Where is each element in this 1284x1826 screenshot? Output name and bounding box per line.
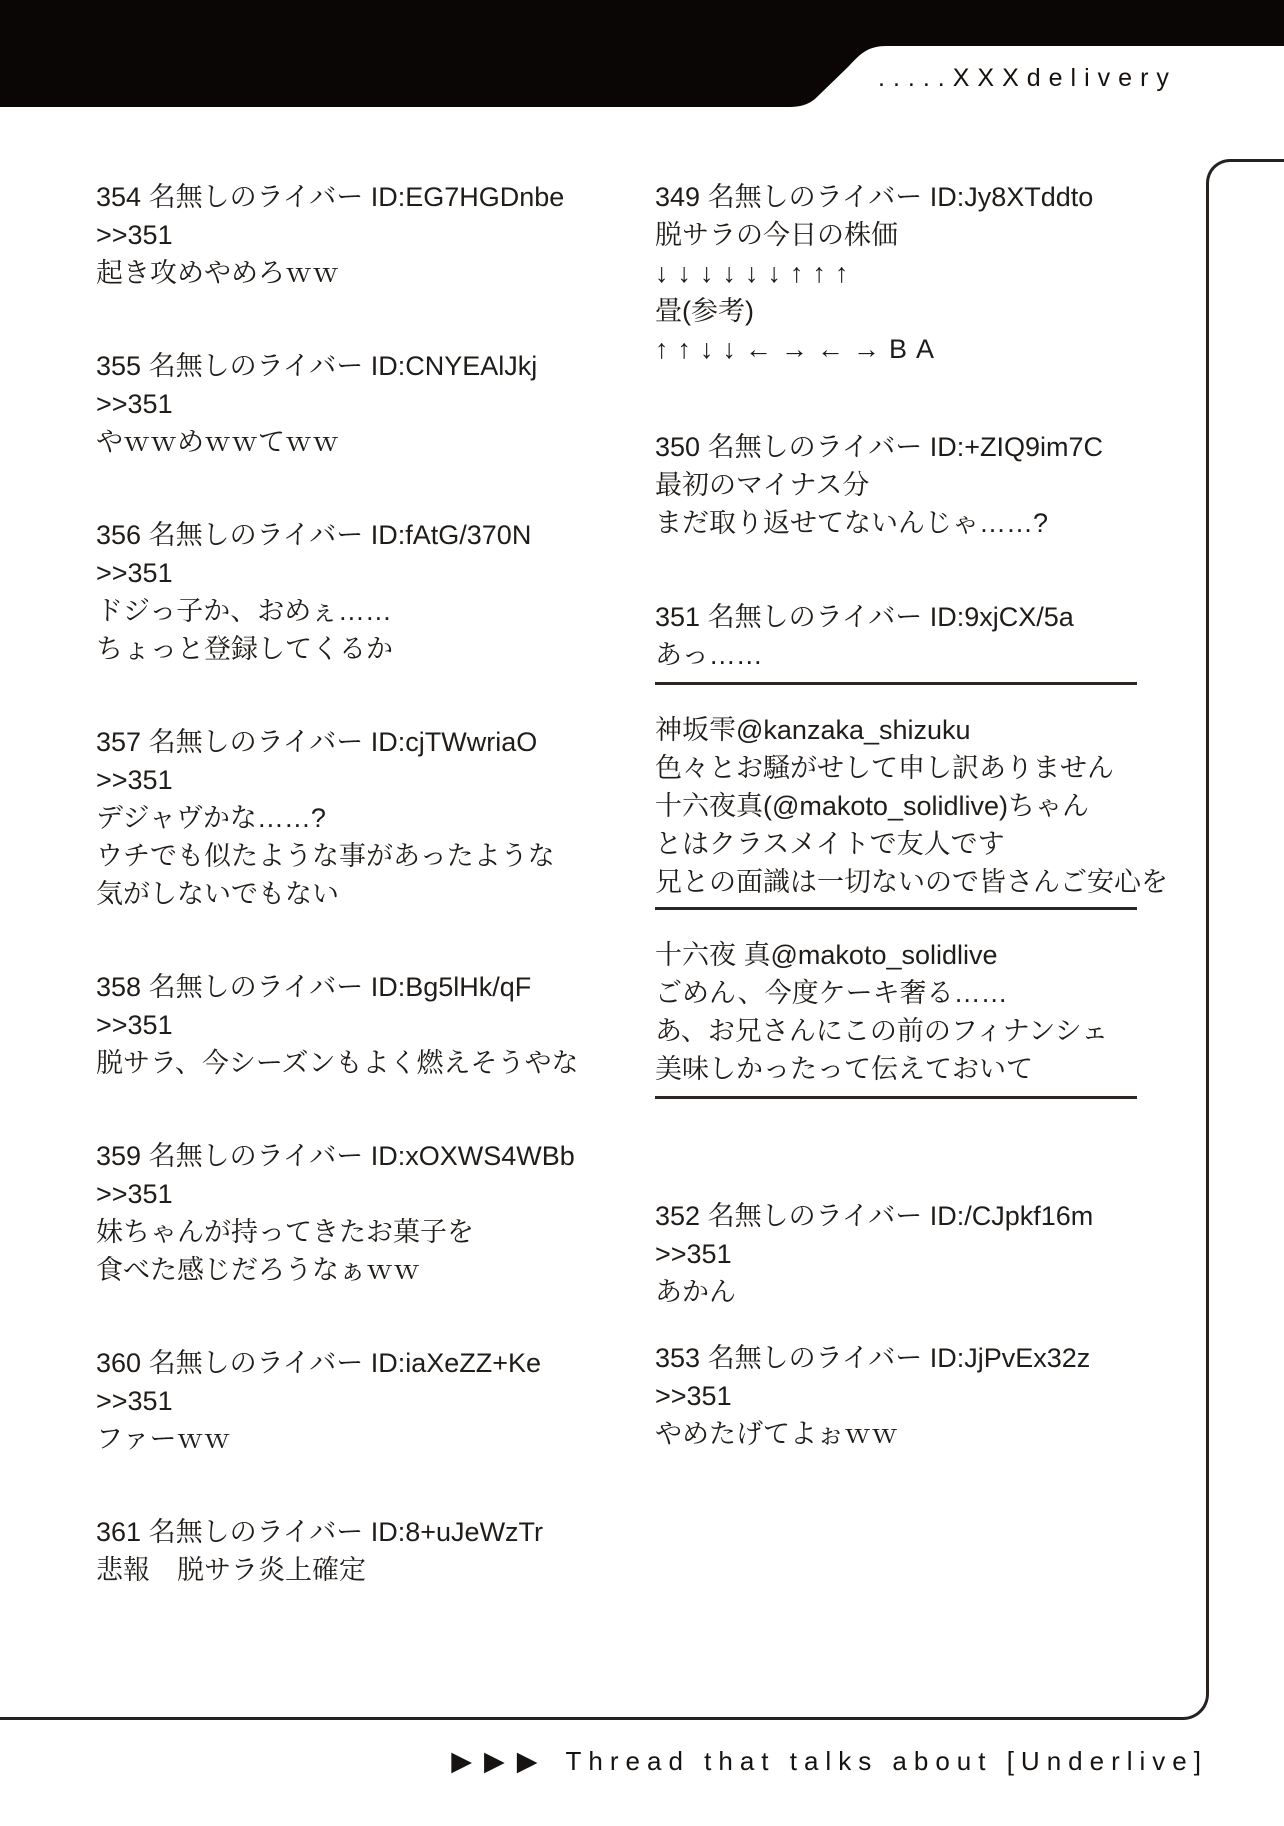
poster-name: 名無しのライバー <box>148 1517 364 1547</box>
reply-anchor: >>351 <box>655 1381 732 1411</box>
post-header <box>96 178 626 216</box>
footer-thread-title: Thread that talks about [Underlive] <box>565 1746 1208 1776</box>
tweet-body-line: ごめん、今度ケーキ奢る…… <box>655 978 1008 1008</box>
post-number: 352 <box>655 1201 701 1231</box>
post-body-line: ウチでも似たような事があったような <box>96 841 555 871</box>
post-header <box>96 1137 626 1175</box>
post-body-line: 食べた感じだろうなぁｗｗ <box>96 1255 420 1285</box>
post-header <box>96 347 626 385</box>
reply-anchor: >>351 <box>96 1010 173 1040</box>
post-header <box>655 428 1200 466</box>
forum-post-354 <box>96 178 626 292</box>
post-body-line: やｗｗめｗｗてｗｗ <box>96 427 339 457</box>
post-number: 349 <box>655 182 701 212</box>
post-body-line: 妹ちゃんが持ってきたお菓子を <box>96 1217 474 1247</box>
forum-post-349 <box>655 178 1200 368</box>
forum-post-356 <box>96 516 626 668</box>
forum-post-357 <box>96 723 626 913</box>
thread-column-left <box>96 178 626 1589</box>
poster-id: ID:iaXeZZ+Ke <box>370 1348 542 1378</box>
reply-anchor: >>351 <box>96 220 173 250</box>
post-body-line: ちょっと登録してくるか <box>96 634 393 664</box>
post-number: 355 <box>96 351 142 381</box>
triple-arrow-icon: ▶▶▶ <box>451 1746 550 1776</box>
post-body-line: ドジっ子か、おめぇ…… <box>96 596 392 626</box>
footer-chapter-marker <box>451 1746 1208 1777</box>
reply-anchor: >>351 <box>655 1239 732 1269</box>
header-black-banner <box>0 0 1284 110</box>
content-frame-top-corner <box>1206 159 1284 221</box>
forum-post-355 <box>96 347 626 461</box>
post-number: 351 <box>655 602 701 632</box>
reply-anchor: >>351 <box>96 389 173 419</box>
konami-code-line: ↑↑↓↓←→←→BA <box>655 334 944 364</box>
post-body-line: やめたげてよぉｗｗ <box>655 1419 898 1449</box>
tweet-display-name: 神坂雫 <box>655 715 736 745</box>
thread-column-right <box>655 178 1200 1453</box>
poster-name: 名無しのライバー <box>148 351 364 381</box>
forum-post-358 <box>96 968 626 1082</box>
post-body-line: 脱サラの今日の株価 <box>655 220 898 250</box>
poster-id: ID:8+uJeWzTr <box>370 1517 544 1547</box>
post-header <box>96 968 626 1006</box>
tweet-kanzaka <box>655 685 1200 901</box>
post-body-line: まだ取り返せてないんじゃ……? <box>655 508 1049 538</box>
poster-id: ID:xOXWS4WBb <box>370 1141 575 1171</box>
post-number: 358 <box>96 972 142 1002</box>
poster-id: ID:fAtG/370N <box>370 520 532 550</box>
tweet-body-line: あ、お兄さんにこの前のフィナンシェ <box>655 1016 1109 1046</box>
poster-name: 名無しのライバー <box>148 1348 364 1378</box>
post-number: 361 <box>96 1517 142 1547</box>
post-body-line: デジャヴかな……? <box>96 803 326 833</box>
forum-post-351 <box>655 598 1200 674</box>
divider <box>655 1096 1137 1099</box>
forum-post-350 <box>655 428 1200 542</box>
post-header <box>96 516 626 554</box>
post-header <box>655 1197 1200 1235</box>
post-body-line: 最初のマイナス分 <box>655 470 870 500</box>
reply-anchor: >>351 <box>96 1386 173 1416</box>
poster-name: 名無しのライバー <box>148 520 364 550</box>
post-body-line: 脱サラ、今シーズンもよく燃えそうやな <box>96 1048 579 1078</box>
post-header <box>655 1339 1200 1377</box>
post-header <box>96 1344 626 1382</box>
forum-post-361 <box>96 1513 626 1589</box>
post-body-line: あっ…… <box>655 640 763 670</box>
tweet-author <box>655 711 1200 749</box>
tweet-body-line: 美味しかったって伝えておいて <box>655 1054 1033 1084</box>
tweet-makoto <box>655 910 1200 1088</box>
post-body-line: 悲報 脱サラ炎上確定 <box>96 1555 366 1585</box>
poster-name: 名無しのライバー <box>148 972 364 1002</box>
poster-name: 名無しのライバー <box>148 182 364 212</box>
post-number: 360 <box>96 1348 142 1378</box>
reply-anchor: >>351 <box>96 765 173 795</box>
tweet-display-name: 十六夜 真 <box>655 940 771 970</box>
forum-post-353 <box>655 1339 1200 1453</box>
poster-id: ID:/CJpkf16m <box>929 1201 1094 1231</box>
post-number: 350 <box>655 432 701 462</box>
poster-name: 名無しのライバー <box>707 1201 923 1231</box>
post-header <box>655 178 1200 216</box>
poster-id: ID:+ZIQ9im7C <box>929 432 1104 462</box>
poster-name: 名無しのライバー <box>148 727 364 757</box>
forum-post-359 <box>96 1137 626 1289</box>
post-number: 356 <box>96 520 142 550</box>
post-body-line: ファーｗｗ <box>96 1424 231 1454</box>
post-number: 354 <box>96 182 142 212</box>
poster-id: ID:EG7HGDnbe <box>370 182 565 212</box>
post-number: 357 <box>96 727 142 757</box>
tweet-body-line: 色々とお騒がせして申し訳ありません <box>655 753 1114 783</box>
forum-post-352 <box>655 1197 1200 1311</box>
post-header <box>96 1513 626 1551</box>
poster-name: 名無しのライバー <box>707 182 923 212</box>
reply-anchor: >>351 <box>96 558 173 588</box>
post-number: 359 <box>96 1141 142 1171</box>
tweet-author <box>655 936 1200 974</box>
tweet-handle: @kanzaka_shizuku <box>736 715 971 745</box>
poster-name: 名無しのライバー <box>707 432 923 462</box>
poster-name: 名無しのライバー <box>148 1141 364 1171</box>
post-number: 353 <box>655 1343 701 1373</box>
reply-anchor: >>351 <box>96 1179 173 1209</box>
post-header <box>96 723 626 761</box>
tweet-body-line: とはクラスメイトで友人です <box>655 829 1005 859</box>
poster-name: 名無しのライバー <box>707 1343 923 1373</box>
poster-name: 名無しのライバー <box>707 602 923 632</box>
post-body-line: 畳(参考) <box>655 296 754 326</box>
post-body-line: 気がしないでもない <box>96 879 339 909</box>
tweet-handle: @makoto_solidlive <box>770 940 998 970</box>
poster-id: ID:cjTWwriaO <box>370 727 538 757</box>
poster-id: ID:Jy8XTddto <box>929 182 1094 212</box>
forum-post-360 <box>96 1344 626 1458</box>
poster-id: ID:9xjCX/5a <box>929 602 1074 632</box>
poster-id: ID:JjPvEx32z <box>929 1343 1091 1373</box>
header-series-label: .....XXXdelivery <box>878 64 1177 92</box>
post-body-line: 起き攻めやめろｗｗ <box>96 258 339 288</box>
poster-id: ID:CNYEAlJkj <box>370 351 538 381</box>
tweet-body-line: 兄との面識は一切ないので皆さんご安心を <box>655 867 1168 897</box>
tweet-body-line: 十六夜真(@makoto_solidlive)ちゃん <box>655 791 1089 821</box>
stock-arrows-line: ↓↓↓↓↓↓↑↑↑ <box>655 258 858 288</box>
poster-id: ID:Bg5lHk/qF <box>370 972 532 1002</box>
post-header <box>655 598 1200 636</box>
post-body-line: あかん <box>655 1277 736 1307</box>
